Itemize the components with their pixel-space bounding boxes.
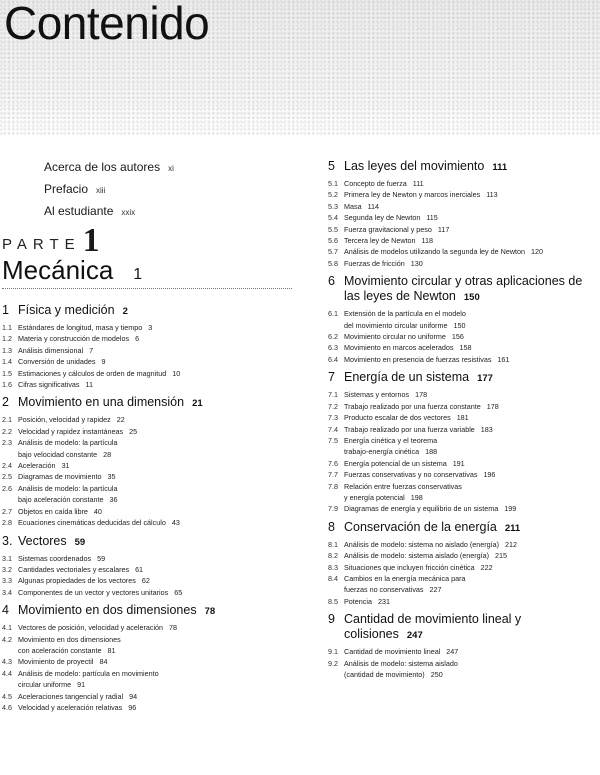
section-row[interactable] [328,331,600,342]
section-row[interactable] [328,562,600,573]
section-number: 5.5 [328,224,338,234]
chapter-heading[interactable] [2,303,298,319]
section-page: 3 [148,323,153,332]
chapter-title: Movimiento en dos dimensiones 78 [18,603,216,618]
section-row[interactable] [328,658,600,681]
section-title: Fuerza gravitacional y peso 117 [344,224,450,234]
chapter-page: 211 [504,522,521,534]
section-row[interactable] [328,412,600,423]
section-number: 1.3 [2,345,12,355]
section-title: Análisis de modelo: la partícula bajo aceleración constante 36 [18,483,118,505]
chapter [328,370,600,514]
section-row[interactable] [328,224,600,235]
section-number: 1.1 [2,323,12,332]
section-row[interactable] [328,550,600,561]
section-title: Vectores de posición, velocidad y aceleración 78 [18,623,178,633]
section-title: Velocidad y rapidez instantáneas 25 [18,426,138,436]
section-row[interactable] [328,258,600,269]
section-number: 7.3 [328,413,338,423]
chapter [2,303,298,390]
chapter-heading[interactable] [328,612,600,643]
section-row[interactable] [328,458,600,469]
chapter-title: Física y medición 2 [18,303,128,317]
chapter-heading[interactable] [2,395,298,411]
section-title: Extensión de la partícula en el modelo del movimiento circular uniforme 150 [344,309,466,330]
section-number: 5.4 [328,213,338,223]
front-matter-title: Al estudiante [44,204,114,218]
section-title: Aceleraciones tangencial y radial 94 [18,691,138,701]
section-title: Cifras significativas 11 [18,380,93,390]
front-matter-item[interactable] [44,179,284,201]
section-page: 191 [452,458,465,468]
section-number: 2.8 [2,518,12,528]
section-title: Aceleración 31 [18,461,70,471]
section-row[interactable] [328,481,600,504]
section-row[interactable] [328,178,600,189]
chapter-title: Cantidad de movimiento lineal y colisiones 247 [344,612,522,642]
section-number: 5.1 [328,179,338,188]
section-page: 59 [97,553,106,563]
section-row[interactable] [2,702,298,713]
section-number: 2.6 [2,483,12,493]
section-title: Producto escalar de dos vectores 181 [344,413,469,423]
section-number: 5.3 [328,201,338,211]
section-title: Conversión de unidades 9 [18,357,106,367]
section-page: 178 [486,401,499,411]
section-page: 130 [410,258,423,268]
chapter-page: 2 [122,306,128,317]
section-row[interactable] [328,401,600,412]
section-row[interactable] [328,342,600,353]
section-row[interactable] [2,575,298,586]
section-page: 114 [367,201,380,211]
section-title: Situaciones que incluyen fricción cinética 222 [344,562,493,572]
front-matter-title: Acerca de los autores [44,160,161,174]
section-row[interactable] [328,189,600,200]
section-number: 5.8 [328,258,338,268]
part-number: 1 [82,222,100,259]
section-page: 222 [480,562,493,572]
section-row[interactable] [2,506,298,517]
section-title: Análisis de modelo: sistema no aislado (energía) 212 [344,539,518,549]
section-row[interactable] [2,564,298,575]
section-row[interactable] [2,691,298,702]
section-number: 8.2 [328,551,338,561]
section-page: 183 [480,424,493,434]
section-number: 4.4 [2,668,12,678]
chapter-page: 177 [477,373,493,385]
front-matter-item[interactable] [44,157,284,179]
section-row[interactable] [2,587,298,598]
section-row[interactable] [328,389,600,400]
chapter-number: 5 [328,159,335,173]
section-title: Estándares de longitud, masa y tiempo 3 [18,323,153,332]
section-row[interactable] [328,212,600,223]
section-title: Concepto de fuerza 111 [344,179,424,188]
section-row[interactable] [2,517,298,528]
toc-right-column [328,154,600,682]
chapter [2,534,298,599]
section-number: 4.3 [2,657,12,667]
section-row[interactable] [328,539,600,550]
section-row[interactable] [2,471,298,482]
section-number: 7.9 [328,504,338,514]
section-title: Movimiento en dos dimensiones con aceleración constante 81 [18,634,121,655]
chapter [2,603,298,713]
section-number: 2.4 [2,461,12,471]
section-row[interactable] [2,656,298,667]
section-row[interactable] [2,379,298,390]
section-page: 118 [421,236,433,246]
chapter-page: 150 [463,292,480,304]
section-page: 36 [109,495,118,505]
front-matter-page: xiii [96,186,106,195]
chapter-heading[interactable] [2,534,298,550]
section-title: Cantidad de movimiento lineal 247 [344,647,459,657]
section-title: Objetos en caída libre 40 [18,506,102,516]
toc-left-column [2,298,298,715]
section-row[interactable] [328,308,600,331]
chapter-number: 4 [2,603,9,618]
section-number: 8.3 [328,562,338,572]
section-row[interactable] [2,368,298,379]
section-page: 35 [107,472,116,482]
section-number: 1.2 [2,334,12,344]
section-title: Segunda ley de Newton 115 [344,213,438,223]
section-row[interactable] [2,414,298,425]
chapter [328,612,600,680]
section-number: 8.5 [328,596,338,606]
section-number: 6.4 [328,354,338,364]
chapter-heading[interactable] [328,370,600,386]
section-number: 6.2 [328,332,338,342]
chapter-title: Vectores 59 [18,533,86,548]
part-heading [2,222,294,289]
chapter-title: Las leyes del movimiento 111 [344,159,508,173]
section-row[interactable] [2,483,298,506]
section-number: 5.7 [328,247,338,257]
section-row[interactable] [2,426,298,437]
section-title: Componentes de un vector y vectores unitarios 65 [18,587,183,597]
section-number: 8.4 [328,573,338,583]
section-row[interactable] [328,596,600,607]
section-page: 22 [116,415,125,425]
section-page: 40 [93,506,102,516]
chapter-heading[interactable] [328,274,600,305]
section-number: 2.1 [2,415,12,425]
chapter-number: 6 [328,274,335,289]
section-page: 196 [483,470,496,480]
section-number: 1.4 [2,357,12,367]
section-page: 156 [451,332,464,342]
section-page: 91 [77,680,86,690]
section-title: Análisis de modelo: sistema aislado (energía) 215 [344,551,508,561]
section-page: 113 [486,190,498,200]
section-title: Movimiento de proyectil 84 [18,657,108,667]
section-number: 8.1 [328,539,338,549]
section-row[interactable] [2,356,298,367]
front-matter-page: xi [168,164,174,173]
section-title: Diagramas de movimiento 35 [18,472,116,482]
section-title: Fuerzas de fricción 130 [344,258,423,268]
chapter-number: 1 [2,303,9,317]
section-page: 28 [103,449,112,459]
section-number: 4.2 [2,634,12,644]
section-page: 247 [446,647,459,657]
chapter-number: 9 [328,612,335,627]
section-page: 31 [61,461,70,471]
section-page: 215 [495,551,508,561]
section-row[interactable] [328,435,600,458]
section-number: 1.6 [2,380,12,390]
section-number: 6.3 [328,343,338,353]
section-number: 5.2 [328,190,338,200]
section-number: 4.5 [2,691,12,701]
section-page: 181 [456,413,469,423]
section-page: 199 [504,504,517,514]
front-matter-item[interactable] [44,201,284,223]
header-banner [0,0,600,135]
part-page: 1 [133,266,143,283]
section-page: 43 [171,518,180,528]
section-title: Trabajo realizado por una fuerza variable 183 [344,424,493,434]
section-page: 9 [101,357,106,367]
section-page: 96 [128,702,137,712]
chapter-page: 59 [74,536,86,548]
chapter-page: 247 [406,630,423,642]
section-page: 150 [453,320,466,330]
chapter-page: 21 [192,398,203,410]
section-number: 3.1 [2,553,12,563]
section-title: Energía potencial de un sistema 191 [344,458,465,468]
section-page: 212 [505,539,518,549]
chapter-title: Movimiento circular y otras aplicaciones de las leyes de Newton 150 [344,274,583,304]
section-number: 7.2 [328,401,338,411]
chapter [328,520,600,607]
section-page: 120 [531,247,543,257]
section-row[interactable] [2,322,298,333]
section-number: 6.1 [328,309,338,319]
section-page: 10 [172,368,181,378]
part-label: PARTE [2,236,81,253]
section-page: 161 [497,354,510,364]
section-title: Movimiento en presencia de fuerzas resistivas 161 [344,354,510,364]
section-number: 1.5 [2,368,12,378]
chapter [2,395,298,528]
section-number: 7.4 [328,424,338,434]
section-page: 188 [425,447,438,457]
section-number: 7.1 [328,390,338,400]
section-row[interactable] [2,460,298,471]
chapter-heading[interactable] [328,520,600,536]
front-matter-page: xxix [121,208,136,217]
section-number: 9.2 [328,658,338,668]
section-title: Ecuaciones cinemáticas deducidas del cálculo 43 [18,518,180,528]
section-title: Movimiento en marcos acelerados 158 [344,343,472,353]
section-page: 11 [85,380,93,390]
chapter-number: 7 [328,370,335,385]
section-row[interactable] [328,503,600,514]
section-page: 61 [135,564,144,574]
section-row[interactable] [328,646,600,657]
section-number: 5.6 [328,236,338,246]
section-row[interactable] [328,354,600,365]
section-title: Análisis dimensional 7 [18,345,94,355]
section-number: 9.1 [328,647,338,657]
part-title: Mecánica [2,255,114,285]
section-title: Potencia 231 [344,596,390,606]
section-page: 25 [129,426,138,436]
section-page: 178 [415,390,428,400]
section-row[interactable] [2,668,298,691]
section-row[interactable] [2,345,298,356]
page-title: Contenido [4,0,210,49]
section-page: 227 [429,585,442,595]
section-title: Relación entre fuerzas conservativas y energía potencial 198 [344,481,462,502]
section-page: 94 [129,691,138,701]
dotted-divider [2,288,292,289]
chapter-heading[interactable] [328,159,600,175]
section-row[interactable] [2,333,298,344]
section-row[interactable] [2,437,298,460]
section-page: 62 [141,576,150,586]
section-row[interactable] [2,553,298,564]
chapter-number: 2 [2,395,9,410]
section-row[interactable] [328,424,600,435]
section-title: Fuerzas conservativas y no conservativas 196 [344,470,496,480]
section-title: Posición, velocidad y rapidez 22 [18,415,125,425]
section-page: 65 [174,587,183,597]
chapter-title: Energía de un sistema 177 [344,370,493,385]
section-row[interactable] [328,573,600,596]
section-title: Análisis de modelo: partícula en movimiento circular uniforme 91 [18,668,159,690]
section-title: Diagramas de energía y equilibrio de un sistema 199 [344,504,517,514]
section-page: 198 [410,492,423,502]
section-row[interactable] [2,622,298,633]
section-page: 81 [107,645,116,655]
section-title: Primera ley de Newton y marcos inerciales 113 [344,190,498,200]
section-page: 250 [430,670,443,679]
section-row[interactable] [328,246,600,257]
section-title: Análisis de modelo: la partícula bajo velocidad constante 28 [18,438,118,459]
section-number: 3.4 [2,587,12,597]
section-title: Masa 114 [344,201,380,211]
section-page: 7 [89,345,94,355]
chapter [328,159,600,269]
section-title: Movimiento circular no uniforme 156 [344,332,464,342]
section-page: 78 [169,623,178,633]
section-page: 158 [459,343,472,353]
section-number: 2.5 [2,472,12,482]
section-page: 84 [99,657,108,667]
chapter-title: Movimiento en una dimensión 21 [18,395,203,410]
chapter-page: 111 [492,162,508,173]
section-title: Análisis de modelos utilizando la segunda ley de Newton 120 [344,247,543,257]
section-row[interactable] [2,634,298,657]
section-title: Estimaciones y cálculos de orden de magnitud 10 [18,368,181,378]
section-row[interactable] [328,201,600,212]
section-number: 7.5 [328,435,338,445]
section-number: 2.3 [2,438,12,448]
section-title: Trabajo realizado por una fuerza constante 178 [344,401,499,411]
section-title: Materia y construcción de modelos 6 [18,334,140,344]
chapter [328,274,600,365]
section-page: 6 [135,334,140,344]
section-title: Sistemas y entornos 178 [344,390,428,400]
section-number: 4.1 [2,623,12,633]
section-number: 7.8 [328,481,338,491]
chapter-page: 78 [204,606,216,618]
front-matter-list [44,157,284,223]
section-title: Algunas propiedades de los vectores 62 [18,576,150,586]
section-number: 3.2 [2,564,12,574]
section-title: Velocidad y aceleración relativas 96 [18,702,137,712]
section-number: 7.6 [328,458,338,468]
section-number: 7.7 [328,470,338,480]
section-page: 231 [377,596,390,606]
section-number: 4.6 [2,702,12,712]
front-matter-title: Prefacio [44,182,89,196]
section-title: Energía cinética y el teorema trabajo-energía cinética 188 [344,435,438,457]
chapter-title: Conservación de la energía 211 [344,519,521,534]
section-page: 115 [426,213,438,223]
section-number: 2.2 [2,426,12,436]
section-title: Sistemas coordenados 59 [18,553,106,563]
section-page: 111 [412,179,424,188]
chapter-heading[interactable] [2,603,298,619]
section-row[interactable] [328,469,600,480]
section-page: 117 [437,224,450,234]
section-number: 3.3 [2,576,12,586]
chapter-number: 8 [328,519,335,534]
section-title: Cambios en la energía mecánica para fuerzas no conservativas 227 [344,573,466,595]
section-title: Cantidades vectoriales y escalares 61 [18,564,144,574]
section-number: 2.7 [2,506,12,516]
section-title: Tercera ley de Newton 118 [344,236,433,246]
chapter-number: 3. [2,533,13,548]
section-row[interactable] [328,235,600,246]
section-title: Análisis de modelo: sistema aislado (cantidad de movimiento) 250 [344,658,458,679]
